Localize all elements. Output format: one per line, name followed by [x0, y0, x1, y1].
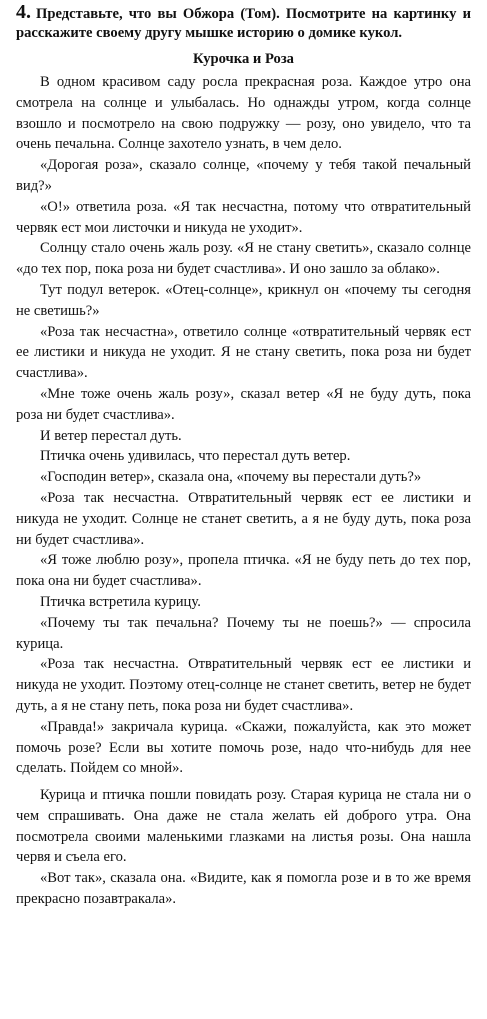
story-paragraph: «Роза так несчастна. Отвратительный червяк ест ее листики и никуда не уходит. Поэтому отец-солнце не станет светить, ветер не будет дуть, а я не стану петь, пока роза ни будет счастлива». — [16, 656, 471, 714]
story-paragraph: Птичка встретила курицу. — [40, 593, 201, 610]
story-paragraph: «Вот так», сказала она. «Видите, как я помогла розе и в то же время прекрасно позавтракала». — [16, 870, 471, 908]
story-paragraph: Курица и птичка пошли повидать розу. Старая курица не стала ни о чем спрашивать. Она даже не стала желать ей доброго утра. Она посмотрела своими маленькими глазками на листья розы. Она нашла червя и съела его. — [16, 787, 471, 866]
story-body — [16, 72, 471, 910]
story-paragraph: «О!» ответила роза. «Я так несчастна, потому что отвратительный червяк ест мои листочки и никуда не уходит». — [16, 198, 471, 236]
story-paragraph: «Роза так несчастна. Отвратительный червяк ест ее листики и никуда не уходит. Солнце не станет светить, а я не буду дуть, пока роза ни будет счастлива». — [16, 489, 471, 548]
story-paragraph: Птичка очень удивилась, что перестал дуть ветер. — [40, 448, 351, 465]
story-paragraph: «Дорогая роза», сказало солнце, «почему у тебя такой печальный вид?» — [16, 157, 471, 194]
story-paragraph: «Почему ты так печальна? Почему ты не поешь?» — спросила курица. — [16, 614, 471, 652]
story-paragraph: В одном красивом саду росла прекрасная роза. Каждое утро она смотрела на солнце и улыбалась. Но однажды утром, когда солнце взошло и посмотрело на свою подружку — розу, оно увидело, что та очень печальна. Солнце захотело узнать, в чем дело. — [16, 74, 471, 153]
story-paragraph: И ветер перестал дуть. — [40, 427, 182, 444]
story-paragraph: «Я тоже люблю розу», пропела птичка. «Я не буду петь до тех пор, пока она ни будет счастлива». — [16, 552, 471, 590]
story-paragraph: Солнцу стало очень жаль розу. «Я не стану светить», сказало солнце «до тех пор, пока роза ни будет счастлива». И оно зашло за облако». — [16, 240, 471, 278]
story-paragraph: Тут подул ветерок. «Отец-солнце», крикнул он «почему ты сегодня не светишь?» — [16, 281, 471, 319]
story-title: Курочка и Роза — [193, 51, 294, 67]
story-paragraph: «Правда!» закричала курица. «Скажи, пожалуйста, как это может помочь розе? Если вы хотите помочь розе, надо что-нибудь для нее сделать. Пойдем со мной». — [16, 718, 471, 777]
story-paragraph: «Мне тоже очень жаль розу», сказал ветер «Я не буду дуть, пока роза ни будет счастлива». — [16, 385, 471, 423]
story-paragraph: «Господин ветер», сказала она, «почему вы перестали дуть?» — [40, 469, 422, 486]
story-paragraph: «Роза так несчастна», ответило солнце «отвратительный червяк ест ее листики и никуда не уходит. Я не стану светить, пока роза ни будет счастлива». — [16, 323, 471, 382]
task-number: 4. — [16, 1, 31, 23]
task-instruction — [16, 3, 471, 42]
task-text: Представьте, что вы Обжора (Том). Посмотрите на картинку и расскажите своему другу мышке историю о домике кукол. — [16, 6, 471, 41]
